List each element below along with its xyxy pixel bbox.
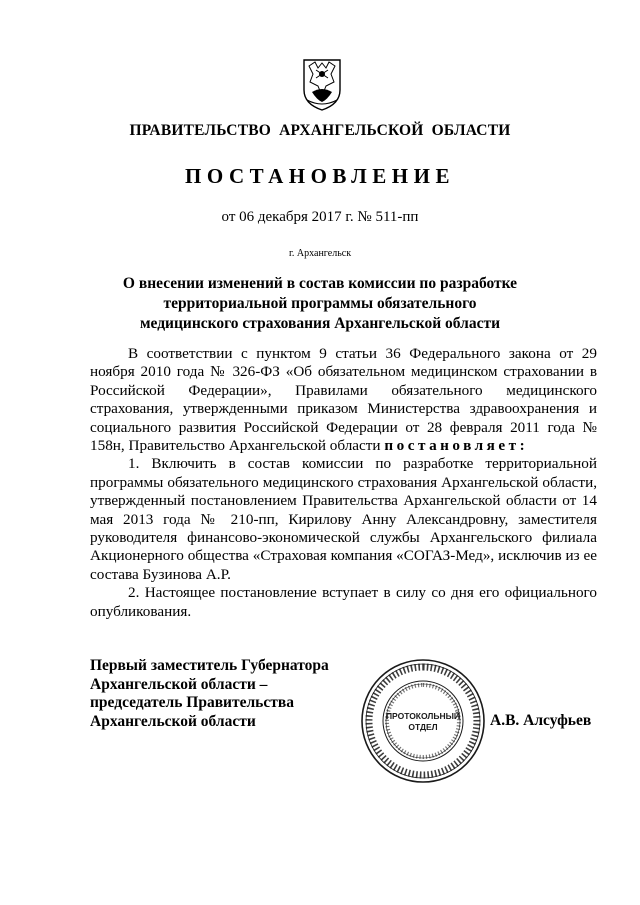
preamble-text: В соответствии с пунктом 9 статьи 36 Федерального закона от 29 ноября 2010 года № 326-ФЗ «Об обязательном медицинском страховании в Российской Федерации», Правилами обязательного медицинского страхования, утвержденными приказом Министерства здравоохранения и социального развития Российской Федерации от 28 февраля 2011 года № 158н, Правительство Архангельской области (90, 345, 597, 455)
signer-title-line-4: Архангельской области (90, 712, 256, 730)
coat-of-arms-icon (300, 56, 344, 112)
document-type: ПОСТАНОВЛЕНИЕ (185, 164, 455, 188)
document-subject: О внесении изменений в состав комиссии по разработке территориальной программы обязательного медицинского страхования Архангельской области (122, 275, 518, 332)
signer-name: А.В. Алсуфьев (490, 712, 592, 729)
government-title: ПРАВИТЕЛЬСТВО АРХАНГЕЛЬСКОЙ ОБЛАСТИ (129, 122, 511, 139)
signer-title (90, 657, 370, 731)
stamp-text-line-1: ПРОТОКОЛЬНЫЙ (385, 711, 461, 721)
item-2-paragraph: 2. Настоящее постановление вступает в силу со дня его официального опубликования. (90, 584, 597, 620)
item-1-paragraph: 1. Включить в состав комиссии по разработке территориальной программы обязательного медицинского страхования Архангельской области, утвержденный постановлением Правительства Архангельской области от 14 мая 2013 года № 210-пп, Кирилову Анну Александровну, заместителя руководителя финансово-экономической службы Архангельского филиала Акционерного общества «Страховая компания «СОГАЗ-Мед», исключив из ее состава Бузинова А.Р. (90, 455, 597, 583)
preamble-paragraph: В соответствии с пунктом 9 статьи 36 Федерального закона от 29 ноября 2010 года № 326-ФЗ «Об обязательном медицинском страховании в Российской Федерации», Правилами обязательного медицинского страхования, утвержденными приказом Министерства здравоохранения и социального развития Российской Федерации от 28 февраля 2011 года № 158н, Правительство Архангельской области постановляет: (90, 345, 597, 455)
stamp-text-line-2: ОТДЕЛ (408, 722, 438, 732)
document-date-number: от 06 декабря 2017 г. № 511-пп (221, 209, 419, 225)
document-body (90, 345, 597, 621)
resolves-word: постановляет (384, 437, 520, 455)
signer-title-line-1: Первый заместитель Губернатора (90, 657, 329, 674)
document-city: г. Архангельск (288, 248, 352, 259)
signer-title-line-3: председатель Правительства (90, 694, 294, 711)
signer-title-line-2: Архангельской области – (90, 675, 268, 693)
official-seal-stamp (360, 658, 486, 784)
